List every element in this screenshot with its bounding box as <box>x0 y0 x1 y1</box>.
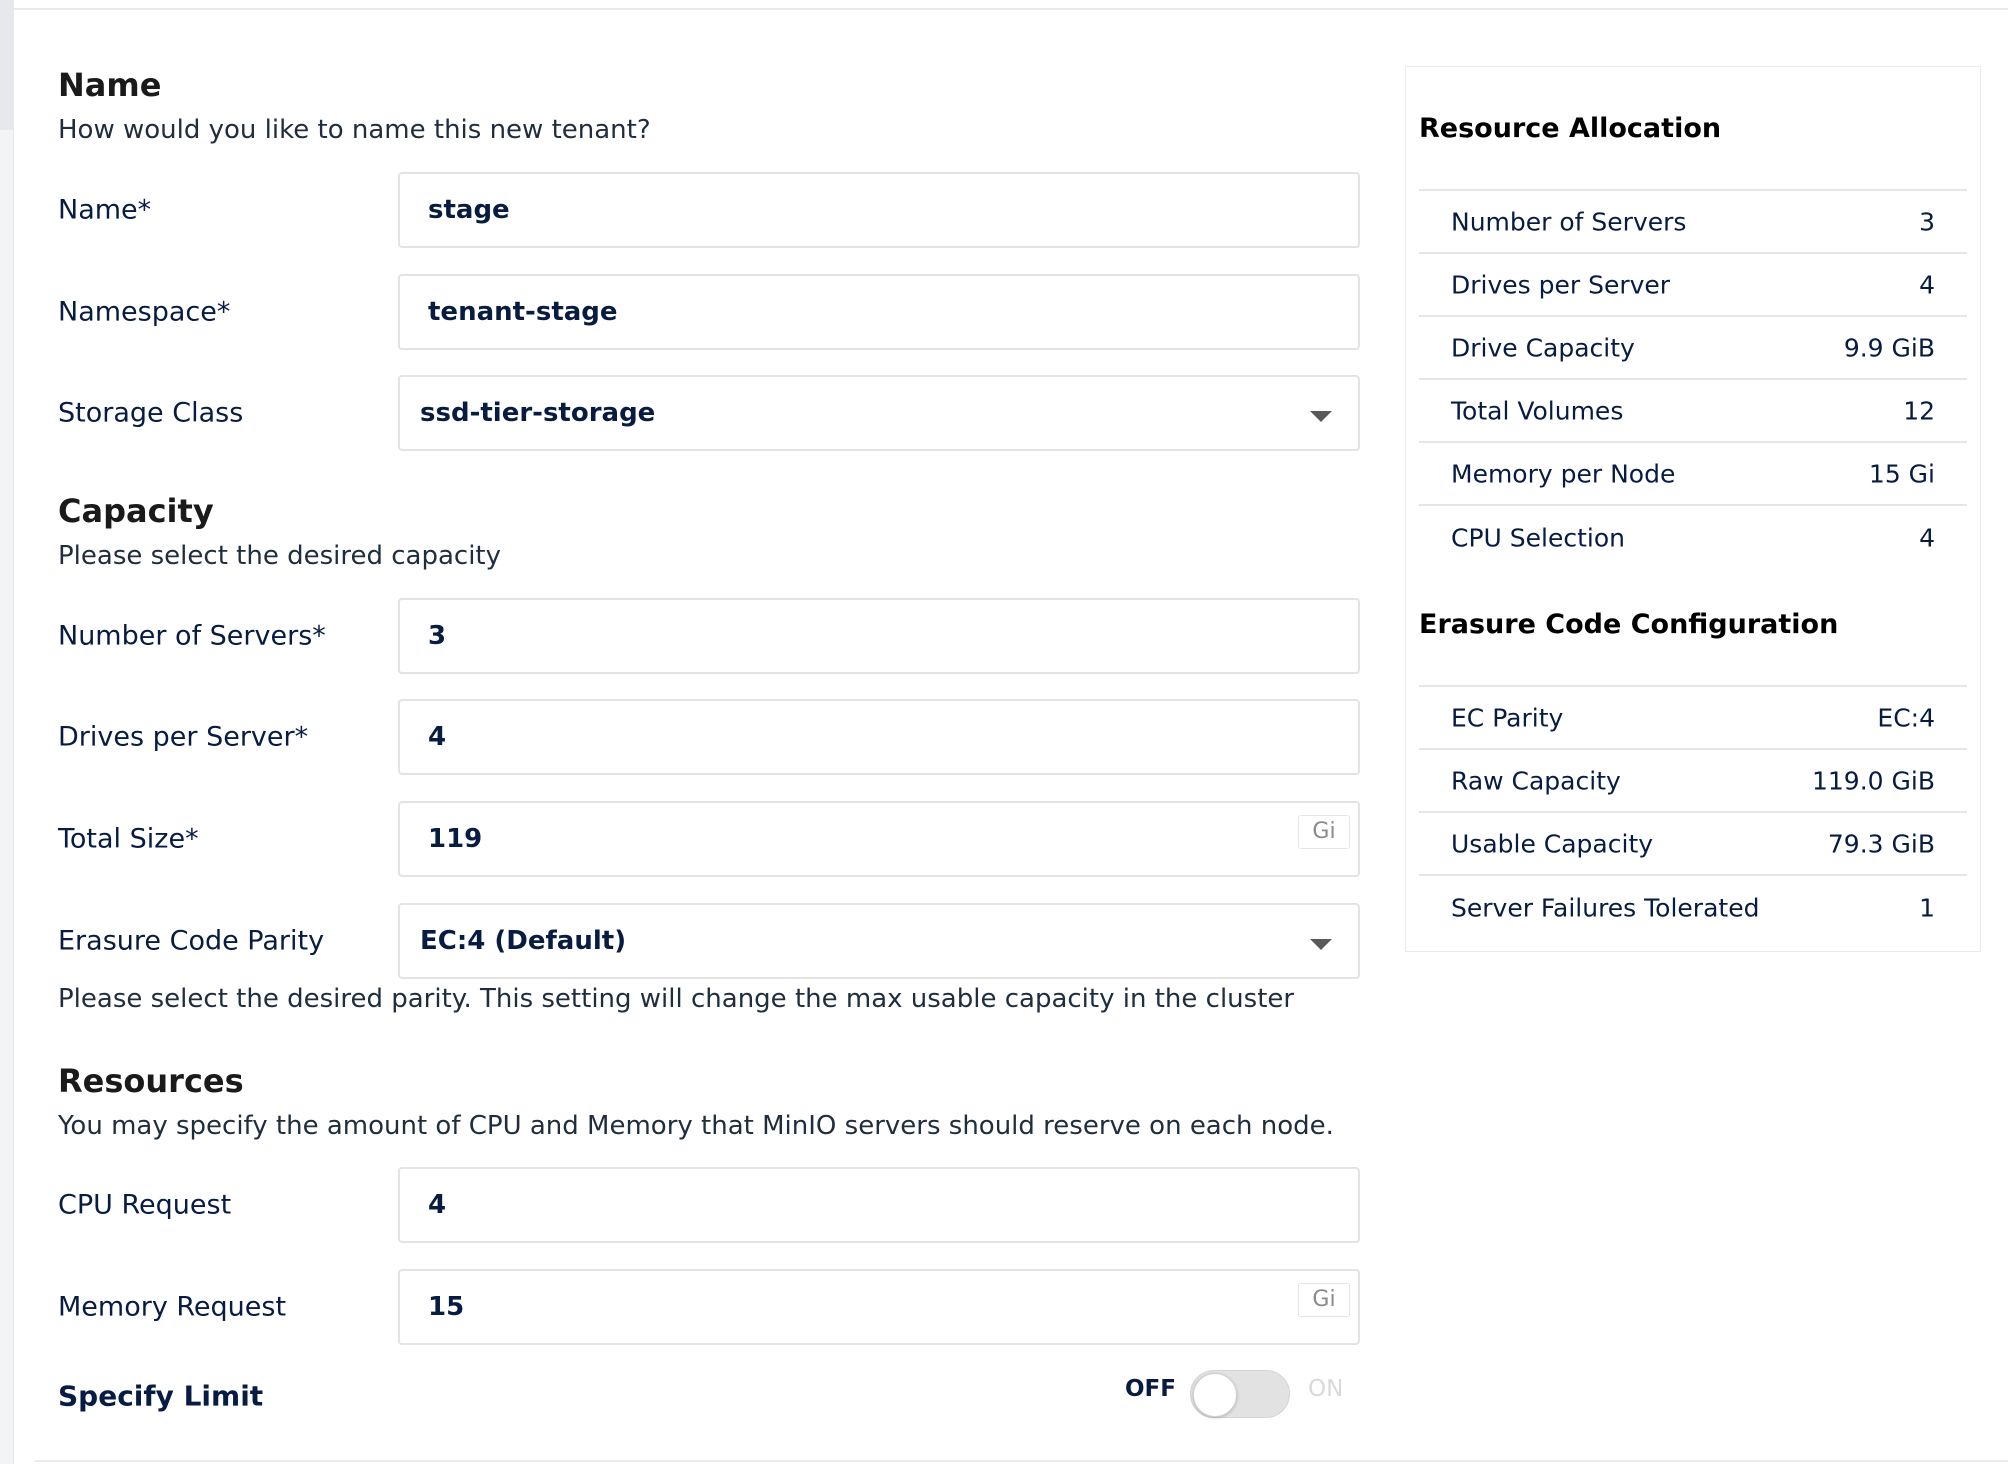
summary-row <box>1419 506 1967 569</box>
summary-row-value: 9.9 GiB <box>1843 333 1935 362</box>
memory-request-unit-badge: Gi <box>1298 1283 1350 1317</box>
toggle-on-label: ON <box>1308 1376 1344 1402</box>
total-size-input[interactable] <box>398 801 1360 877</box>
summary-row-value: 15 Gi <box>1868 459 1935 488</box>
summary-row-value: 12 <box>1903 396 1935 425</box>
cpu-request-row <box>58 1167 1360 1243</box>
resource-allocation-title: Resource Allocation <box>1419 113 1722 144</box>
summary-row-value: 4 <box>1919 270 1935 299</box>
cpu-request-label: CPU Request <box>58 1189 232 1221</box>
summary-row-label: Number of Servers <box>1451 207 1687 236</box>
summary-panel <box>1405 66 1981 952</box>
storage-class-label: Storage Class <box>58 397 244 429</box>
summary-row <box>1419 750 1967 813</box>
summary-row-value: EC:4 <box>1877 703 1935 732</box>
bottom-divider <box>34 1460 2008 1462</box>
summary-row-label: Memory per Node <box>1451 459 1676 488</box>
tenant-name-label: Name* <box>58 194 152 226</box>
left-sidebar-edge <box>0 0 14 1464</box>
storage-class-value: ssd-tier-storage <box>420 398 656 428</box>
summary-row <box>1419 813 1967 876</box>
namespace-row <box>58 274 1360 350</box>
summary-row-value: 3 <box>1919 207 1935 236</box>
resources-section-title: Resources <box>58 1062 244 1100</box>
summary-row-label: Server Failures Tolerated <box>1451 893 1760 922</box>
erasure-code-configuration-table <box>1419 685 1967 939</box>
drives-per-server-value: 4 <box>428 722 447 752</box>
capacity-section-description: Please select the desired capacity <box>58 541 502 571</box>
summary-row-label: CPU Selection <box>1451 523 1625 552</box>
erasure-code-configuration-title: Erasure Code Configuration <box>1419 609 1839 640</box>
summary-row-value: 1 <box>1919 893 1935 922</box>
tenant-name-row <box>58 172 1360 248</box>
tenant-name-value: stage <box>428 195 510 225</box>
total-size-unit-badge: Gi <box>1298 815 1350 849</box>
summary-row-value: 4 <box>1919 523 1935 552</box>
specify-limit-row <box>58 1368 1360 1424</box>
summary-row-label: Total Volumes <box>1451 396 1624 425</box>
total-size-label: Total Size* <box>58 823 199 855</box>
summary-row-label: Raw Capacity <box>1451 766 1621 795</box>
summary-row-label: Drives per Server <box>1451 270 1671 299</box>
storage-class-row <box>58 375 1360 451</box>
toggle-off-label: OFF <box>1125 1376 1176 1402</box>
total-size-row <box>58 801 1360 877</box>
memory-request-value: 15 <box>428 1292 465 1322</box>
left-sidebar-highlight <box>0 0 14 130</box>
name-section-title: Name <box>58 66 162 104</box>
erasure-code-parity-value: EC:4 (Default) <box>420 926 627 956</box>
memory-request-label: Memory Request <box>58 1291 287 1323</box>
erasure-code-parity-label: Erasure Code Parity <box>58 925 325 957</box>
summary-row-label: EC Parity <box>1451 703 1564 732</box>
number-of-servers-label: Number of Servers* <box>58 620 326 652</box>
chevron-down-icon <box>1310 411 1332 422</box>
namespace-value: tenant-stage <box>428 297 618 327</box>
capacity-section-title: Capacity <box>58 492 214 530</box>
storage-class-select[interactable] <box>398 375 1360 451</box>
summary-row <box>1419 191 1967 254</box>
specify-limit-label: Specify Limit <box>58 1379 264 1413</box>
erasure-code-parity-select[interactable] <box>398 903 1360 979</box>
namespace-label: Namespace* <box>58 296 231 328</box>
summary-row <box>1419 687 1967 750</box>
specify-limit-toggle[interactable] <box>1190 1370 1290 1418</box>
drives-per-server-row <box>58 699 1360 775</box>
name-section-description: How would you like to name this new tenant? <box>58 115 651 145</box>
summary-row <box>1419 876 1967 939</box>
resource-allocation-table <box>1419 189 1967 569</box>
summary-row-label: Drive Capacity <box>1451 333 1635 362</box>
number-of-servers-input[interactable] <box>398 598 1360 674</box>
summary-row <box>1419 317 1967 380</box>
chevron-down-icon <box>1310 939 1332 950</box>
summary-row <box>1419 254 1967 317</box>
namespace-input[interactable] <box>398 274 1360 350</box>
summary-row-label: Usable Capacity <box>1451 829 1654 858</box>
summary-row-value: 119.0 GiB <box>1812 766 1935 795</box>
total-size-value: 119 <box>428 824 483 854</box>
parity-help-text: Please select the desired parity. This setting will change the max usable capacity in the cluster <box>58 984 1295 1014</box>
drives-per-server-input[interactable] <box>398 699 1360 775</box>
toggle-knob <box>1193 1373 1237 1417</box>
number-of-servers-row <box>58 598 1360 674</box>
top-divider <box>14 8 2008 10</box>
memory-request-row <box>58 1269 1360 1345</box>
tenant-name-input[interactable] <box>398 172 1360 248</box>
drives-per-server-label: Drives per Server* <box>58 721 309 753</box>
resources-section-description: You may specify the amount of CPU and Memory that MinIO servers should reserve on each node. <box>58 1111 1334 1141</box>
summary-row <box>1419 443 1967 506</box>
cpu-request-value: 4 <box>428 1190 447 1220</box>
number-of-servers-value: 3 <box>428 621 447 651</box>
memory-request-input[interactable] <box>398 1269 1360 1345</box>
summary-row-value: 79.3 GiB <box>1827 829 1935 858</box>
summary-row <box>1419 380 1967 443</box>
erasure-code-parity-row <box>58 903 1360 979</box>
cpu-request-input[interactable] <box>398 1167 1360 1243</box>
